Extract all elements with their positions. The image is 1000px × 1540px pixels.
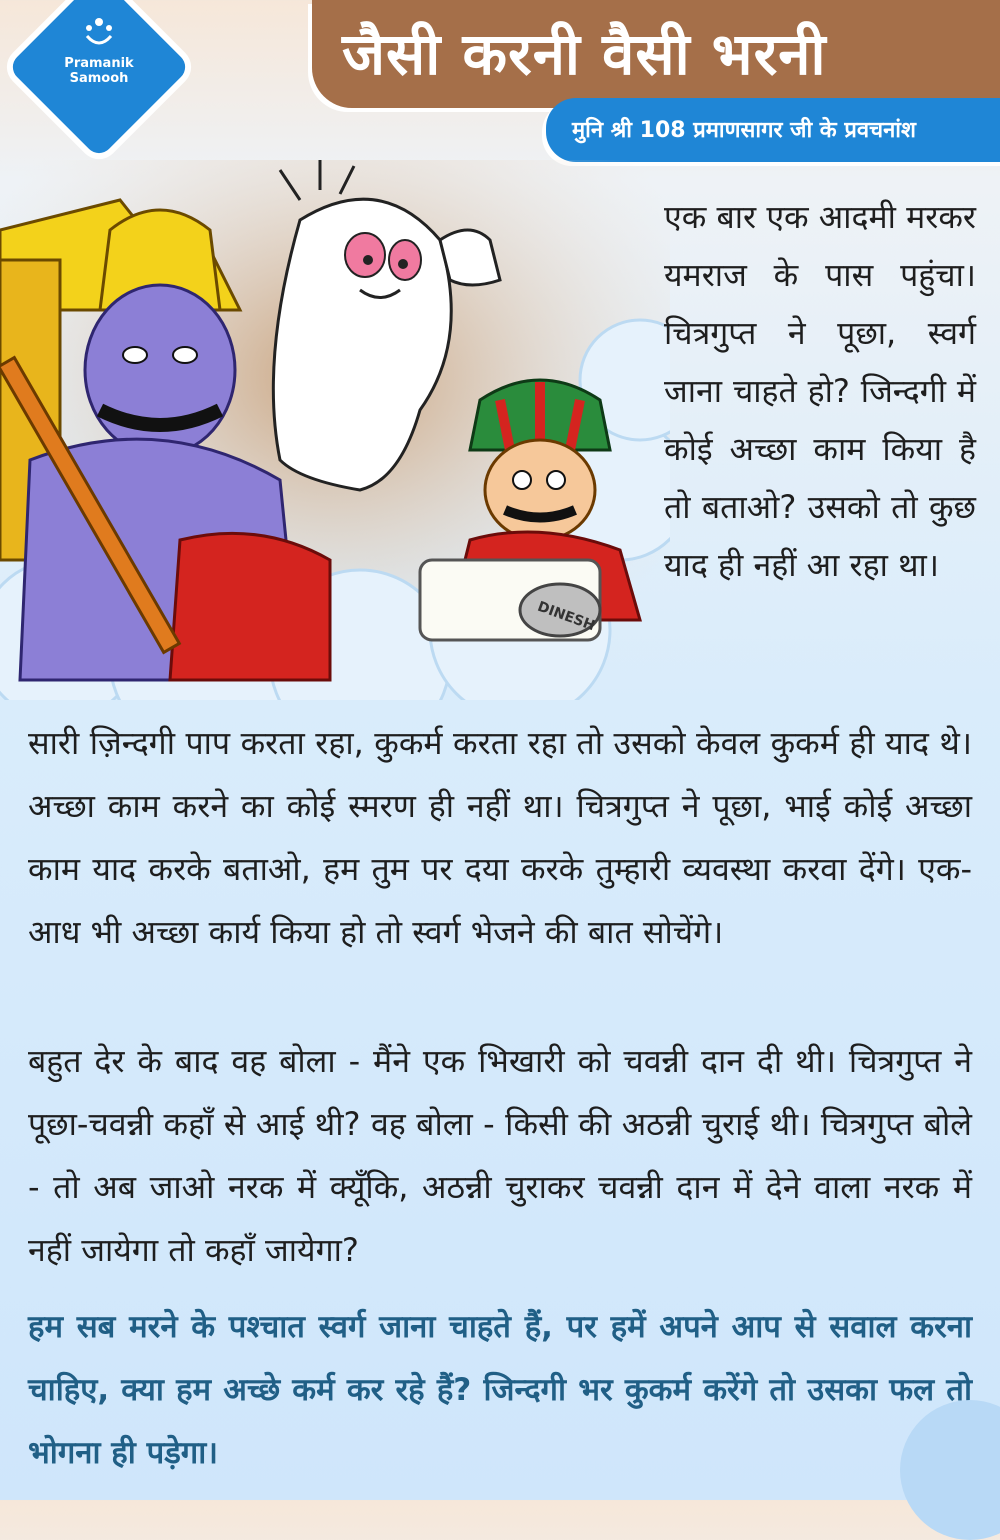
- story-paragraph-1: एक बार एक आदमी मरकर यमराज के पास पहुंचा। चित्रगुप्त ने पूछा, स्वर्ग जाना चाहते हो? जिन्दगी में कोई अच्छा काम किया है तो बताओ? उसको तो कुछ याद ही नहीं आ रहा था।: [664, 198, 976, 584]
- story-paragraph-3: बहुत देर के बाद वह बोला - मैंने एक भिखारी को चवन्नी दान दी थी। चित्रगुप्त ने पूछा-चवन्नी कहाँ से आई थी? वह बोला - किसी की अठन्नी चुराई थी। चित्रगुप्त बोले - तो अब जाओ नरक में क्यूँकि, अठन्नी चुराकर चवन्नी दान में देने वाला नरक में नहीं जायेगा तो कहाँ जायेगा?: [28, 1042, 972, 1269]
- page-subtitle: मुनि श्री 108 प्रमाणसागर जी के प्रवचनांश: [572, 118, 916, 143]
- logo-emblem-icon: [79, 12, 119, 52]
- page-title: जैसी करनी वैसी भरनी: [342, 20, 827, 88]
- scroll-label: DINESH: [535, 598, 598, 635]
- logo-text-line2: Samooh: [69, 71, 129, 86]
- pramanik-samooh-logo: [14, 0, 184, 152]
- moral-paragraph: हम सब मरने के पश्चात स्वर्ग जाना चाहते हैं, पर हमें अपने आप से सवाल करना चाहिए, क्या हम अच्छे कर्म कर रहे हैं? जिन्दगी भर कुकर्म करेंगे तो उसका फल तो भोगना ही पड़ेगा।: [28, 1309, 972, 1471]
- logo-text-line1: Pramanik: [64, 56, 134, 71]
- story-paragraph-2: सारी ज़िन्दगी पाप करता रहा, कुकर्म करता रहा तो उसको केवल कुकर्म ही याद थे। अच्छा काम करने का कोई स्मरण ही नहीं था। चित्रगुप्त ने पूछा, भाई कोई अच्छा काम याद करके बताओ, हम तुम पर दया करके तुम्हारी व्यवस्था करवा देंगे। एक-आध भी अच्छा कार्य किया हो तो स्वर्ग भेजने की बात सोचेंगे।: [28, 724, 972, 951]
- title-banner: [312, 0, 1000, 108]
- subtitle-banner: [546, 98, 1000, 162]
- yamraj-chitragupta-illustration: [0, 160, 670, 700]
